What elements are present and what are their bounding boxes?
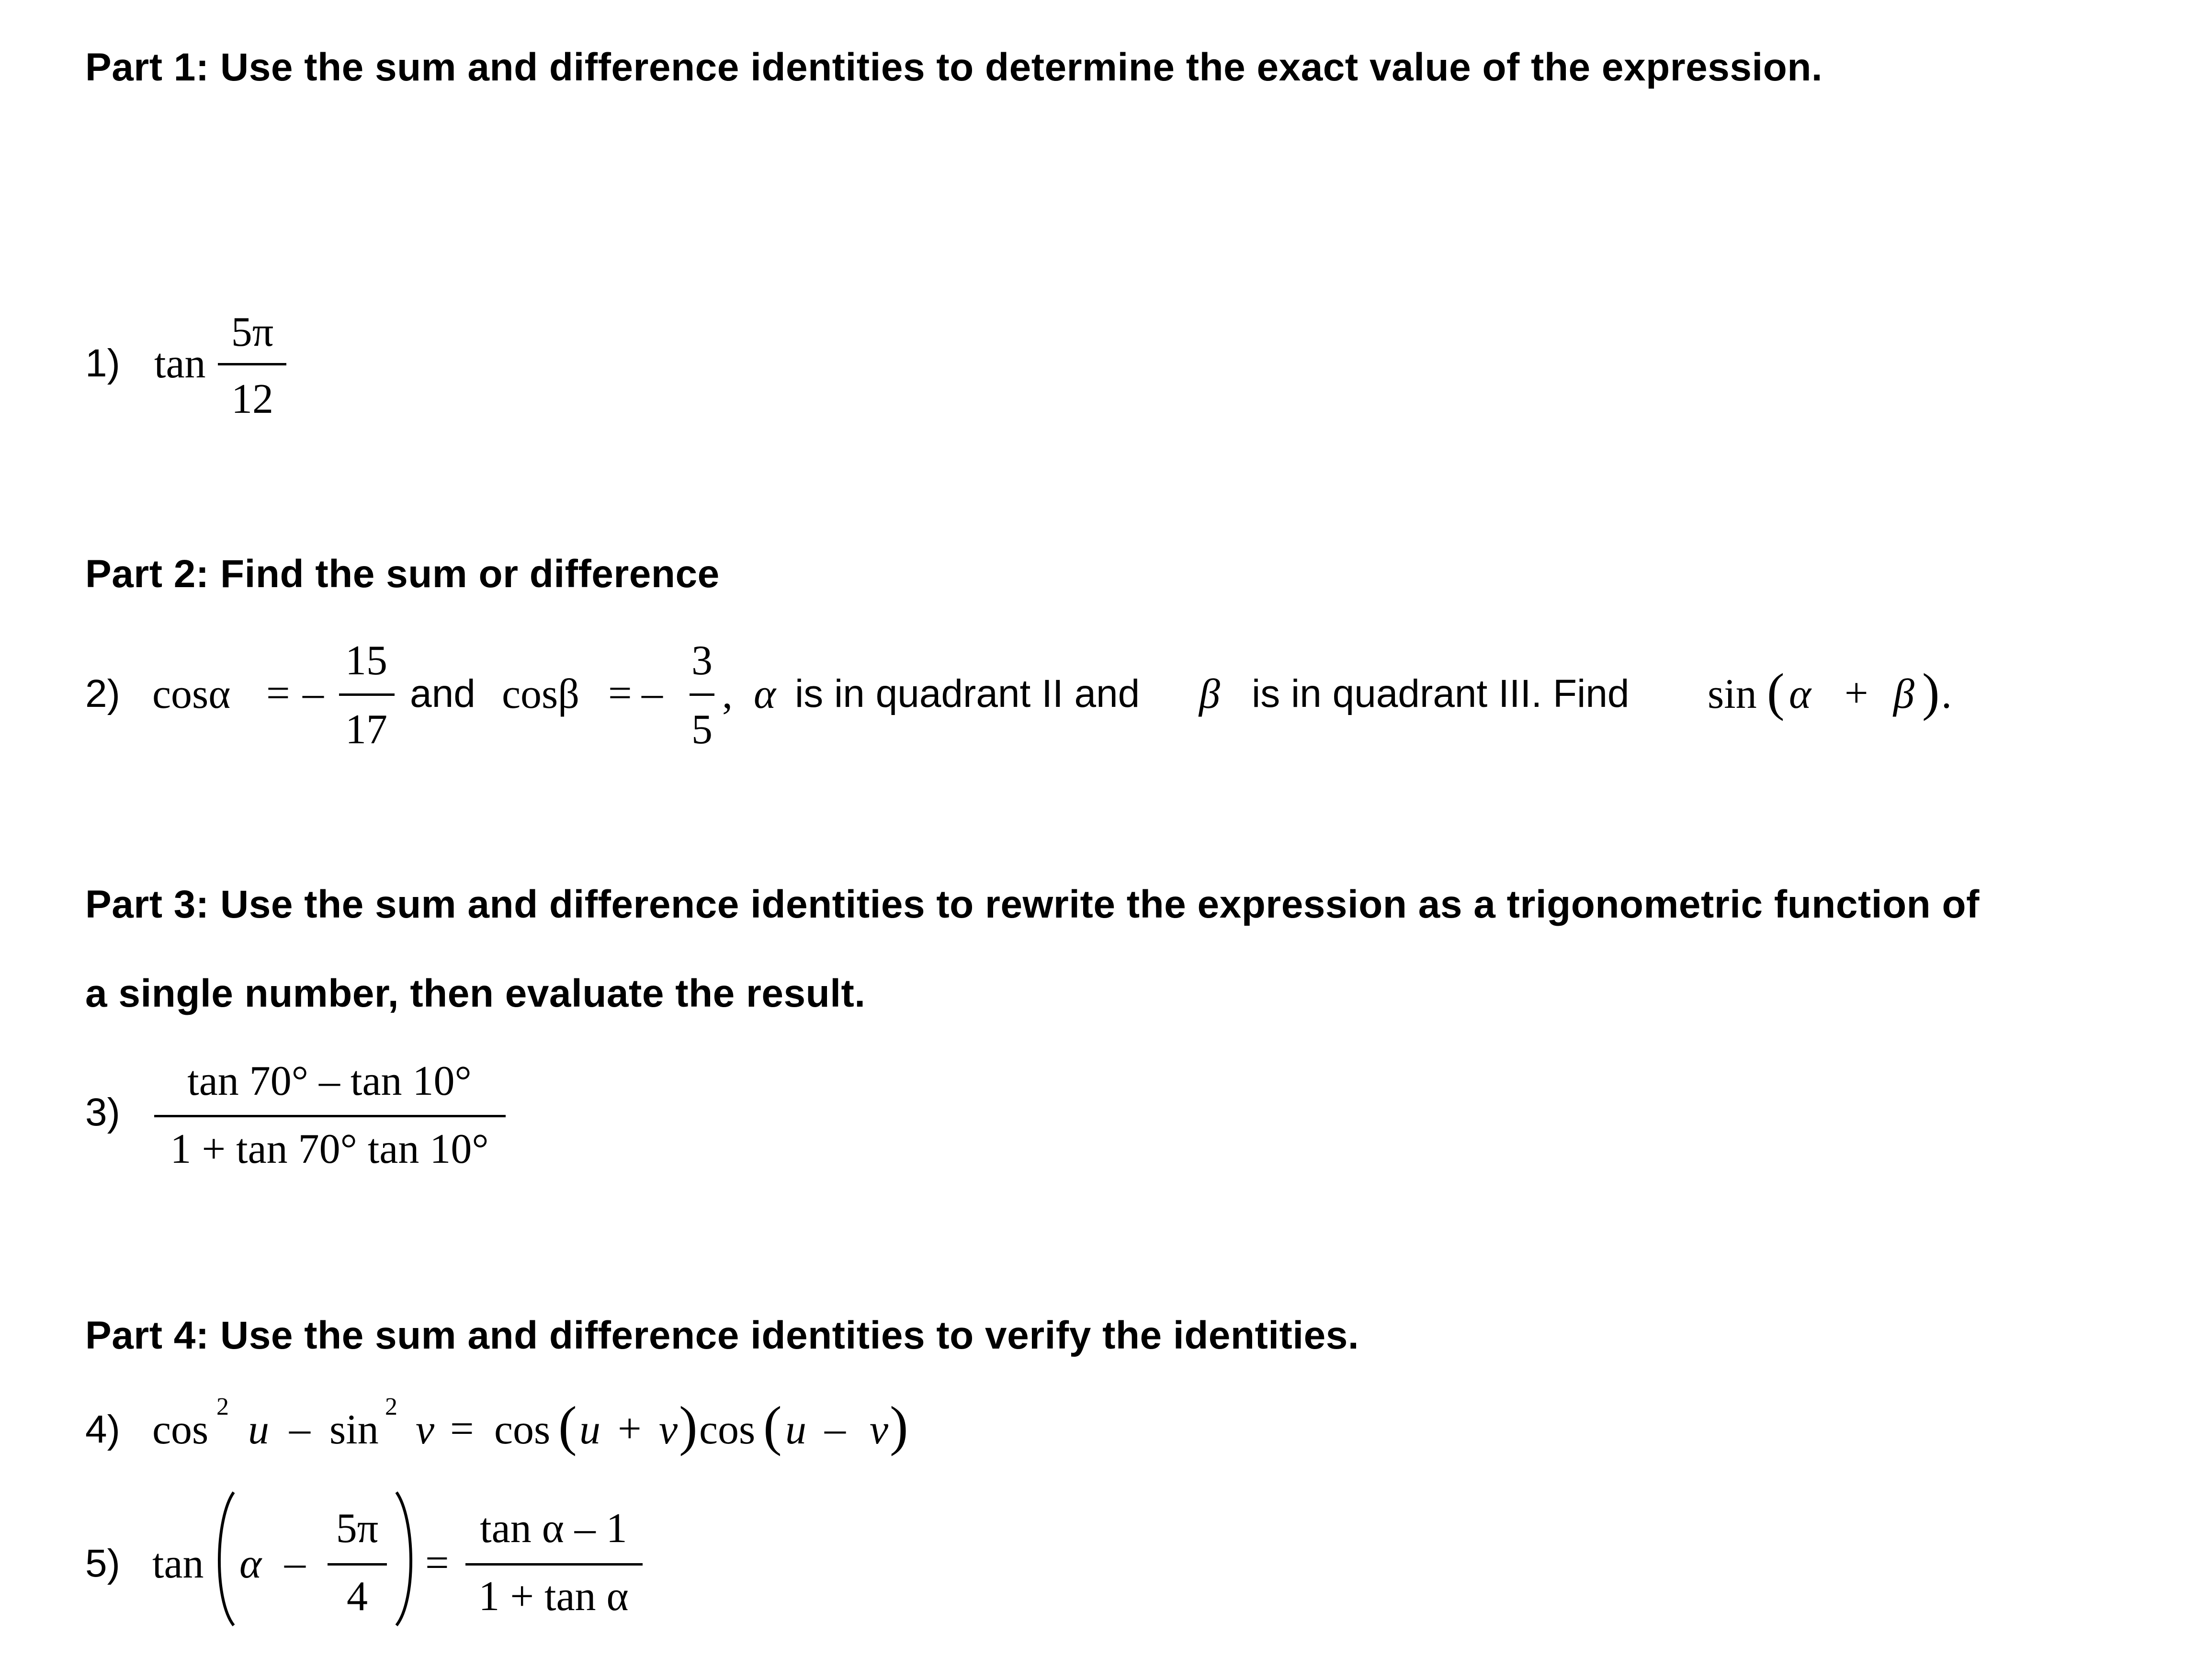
superscript-2-cos: 2 [216,1393,229,1420]
sin-function: sin [1708,671,1757,717]
problem-3-numerator: tan 70° – tan 10° [187,1058,472,1104]
problem-1-number: 1) [85,341,120,385]
problem-4-number: 4) [85,1408,120,1451]
part4-heading: Part 4: Use the sum and difference identities to verify the identities. [85,1314,1359,1357]
part2-heading: Part 2: Find the sum or difference [85,552,720,596]
equals-sign-2: = [608,670,632,716]
problem-3-denominator: 1 + tan 70° tan 10° [170,1126,489,1172]
alpha-p5: α [239,1541,262,1587]
part3-heading-line1: Part 3: Use the sum and difference identities to rewrite the expression as a trigonometric function of [85,883,1980,926]
tan-function-p5: tan [152,1541,204,1587]
fraction-3-5-bar [690,693,714,696]
var-v-1: v [416,1407,435,1453]
big-left-paren-p5 [209,1489,238,1628]
fraction-15-numerator: 15 [345,637,387,684]
comma: , [722,671,733,717]
problem-1-tan: tan [154,341,206,387]
minus-sign-p5: – [284,1540,306,1586]
sin-left-paren: ( [1767,663,1785,721]
p5-inner-denominator: 4 [347,1573,368,1620]
equals-sign-1: = [266,670,290,716]
problem-1-denominator: 12 [231,376,273,422]
fraction-5-denominator: 5 [691,706,713,753]
minus-sign-1: – [303,670,324,716]
left-paren-1: ( [558,1396,577,1457]
cos-function-1: cos [494,1407,551,1453]
big-right-paren-p5 [393,1489,421,1628]
alpha-symbol: α [754,671,776,717]
var-u-2: u [579,1407,600,1453]
part3-heading-line2: a single number, then evaluate the result. [85,972,866,1015]
sin-right-paren: ) [1922,663,1940,721]
var-v-3: v [870,1407,889,1453]
p5-inner-fraction-bar [328,1563,387,1566]
plus-sign: + [1845,670,1868,716]
part1-heading: Part 1: Use the sum and difference identities to determine the exact value of the expression. [85,45,1823,89]
superscript-2-sin: 2 [385,1393,397,1420]
right-paren-1: ) [679,1396,698,1457]
beta-symbol: β [1199,671,1220,717]
p5-rhs-fraction-bar [465,1563,643,1566]
problem-2-number: 2) [85,672,120,715]
minus-sign-p4-2: – [825,1406,846,1452]
problem-1-fraction-bar [218,363,286,365]
quadrant-ii-text: is in quadrant II and [795,672,1140,715]
sin-alpha: α [1789,671,1811,717]
period: . [1941,671,1952,717]
sin-squared: sin [329,1407,379,1453]
fraction-15-17-bar [339,693,395,696]
fraction-17-denominator: 17 [345,706,387,753]
p5-inner-numerator: 5π [336,1505,379,1552]
fraction-3-numerator: 3 [691,637,713,684]
var-u-1: u [248,1407,269,1453]
quadrant-iii-text: is in quadrant III. Find [1252,672,1630,715]
p5-rhs-numerator: tan α – 1 [480,1505,627,1552]
cos-function-2: cos [699,1407,756,1453]
var-u-3: u [785,1407,806,1453]
cos-alpha: cosα [152,671,231,717]
and-text: and [410,672,475,715]
var-v-2: v [659,1407,678,1453]
problem-1-numerator: 5π [231,309,274,355]
plus-sign-p4: + [618,1406,642,1452]
problem-3-fraction-bar [154,1115,506,1117]
p5-rhs-denominator: 1 + tan α [478,1573,629,1620]
equals-sign-p4: = [450,1406,474,1452]
problem-3-number: 3) [85,1090,120,1134]
problem-5-number: 5) [85,1542,120,1585]
cos-beta: cosβ [502,671,580,717]
equals-sign-p5: = [425,1540,449,1586]
cos-squared: cos [152,1407,209,1453]
sin-beta: β [1893,671,1914,717]
right-paren-2: ) [890,1396,908,1457]
minus-sign-2: – [642,670,663,716]
minus-sign-p4: – [289,1406,310,1452]
left-paren-2: ( [763,1396,782,1457]
